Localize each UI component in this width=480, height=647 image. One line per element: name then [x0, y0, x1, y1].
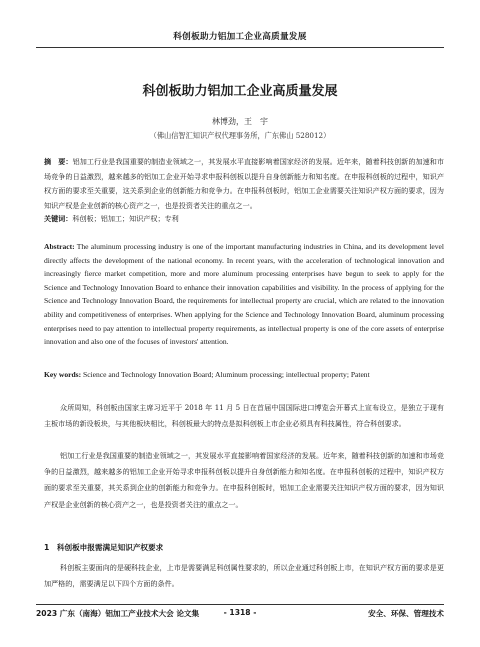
running-head: 科创板助力铝加工企业高质量发展 [173, 32, 307, 42]
english-keywords-label: Key words: [44, 370, 82, 379]
chinese-abstract-text: 铝加工行业是我国重要的制造业领域之一，其发展水平直接影响着国家经济的发展。近年来，随着科技创新的加速和市场竞争的日益激烈，越来越多的铝加工企业开始寻求申报科创板以提升自身创新能力和知名度。在申报科创板的过程中，知识产权方面的要求至关重要，这关系到企业的创新能力和竞争力。在申报科创板时，铝加工企业需要关注知识产权方面的要求，因为知识产权是企业创新的核心资产之一，也是投资者关注的重点之一。 [44, 157, 444, 210]
affiliation: （佛山信智汇知识产权代理事务所，广东佛山 528012） [149, 131, 331, 140]
footer-section: 安全、环保、管理技术 [368, 609, 444, 618]
english-abstract [44, 240, 444, 349]
body-paragraph-2: 铝加工行业是我国重要的制造业领域之一，其发展水平直接影响着国家经济的发展。近年来，随着科技创新的加速和市场竞争的日益激烈，越来越多的铝加工企业开始寻求申报科创板以提升自身创新能力和知名度。在申报科创板的过程中，知识产权方面的要求至关重要，其关系到企业的创新能力和竞争力。在申报科创板时，铝加工企业需要关注知识产权方面的要求，因为知识产权是企业创新的核心资产之一，也是投资者关注的重点之一。 [44, 451, 444, 509]
footer-proceedings: 2023 广东（南海）铝加工产业技术大会 论文集 [36, 609, 200, 618]
chinese-keywords-label: 关键词： [44, 214, 73, 223]
english-keywords-text: Science and Technology Innovation Board; Aluminum processing; intellectual property; Patent [83, 370, 370, 379]
chinese-keywords-text: 科创板；铝加工；知识产权；专利 [72, 214, 179, 223]
chinese-keywords [44, 212, 444, 225]
body-paragraph-1: 众所周知，科创板由国家主席习近平于 2018 年 11 月 5 日在首届中国国际进口博览会开幕式上宣布设立，是独立于现有主板市场的新设板块，与其他板块相比，科创板最大的特点是拟科创板上市企业必须具有科技属性，符合科创要求。 [44, 403, 444, 429]
english-keywords [44, 369, 444, 381]
footer-divider [36, 604, 444, 605]
page-footer [36, 608, 444, 622]
section-heading-1: 1 科创板申报需满足知识产权要求 [44, 543, 164, 552]
header-divider [36, 47, 444, 48]
body-paragraph-3: 科创板主要面向的是硬科技企业，上市是需要满足科创属性要求的，所以企业通过科创板上市，在知识产权方面的要求是更加严格的，需要满足以下四个方面的条件。 [44, 563, 444, 589]
paper-title: 科创板助力铝加工企业高质量发展 [142, 84, 338, 99]
chinese-abstract [44, 155, 444, 213]
english-abstract-label: Abstract: [44, 242, 75, 251]
page-number: - 1318 - [223, 608, 257, 617]
authors: 林博劲，王 宇 [212, 117, 268, 126]
english-abstract-text: The aluminum processing industry is one of the important manufacturing industries in China, and its development level directly affects the development of the national economy. In recent years, with the acceleration of technological innovation and increasingly fierce market competition, more and more aluminum processing enterprises have begun to seek to apply for the Science and Technology Innovation Board to enhance their innovation capabilities and visibility. In the process of applying for the Science and Technology Innovation Board, the requirements for intellectual property are crucial, which are related to the innovation ability and competitiveness of enterprises. When applying for the Science and Technology Innovation Board, aluminum processing enterprises need to pay attention to intellectual property requirements, as intellectual property is one of the core assets of enterprise innovation and also one of the focuses of investors' attention. [44, 242, 444, 347]
chinese-abstract-label: 摘 要： [44, 157, 73, 166]
